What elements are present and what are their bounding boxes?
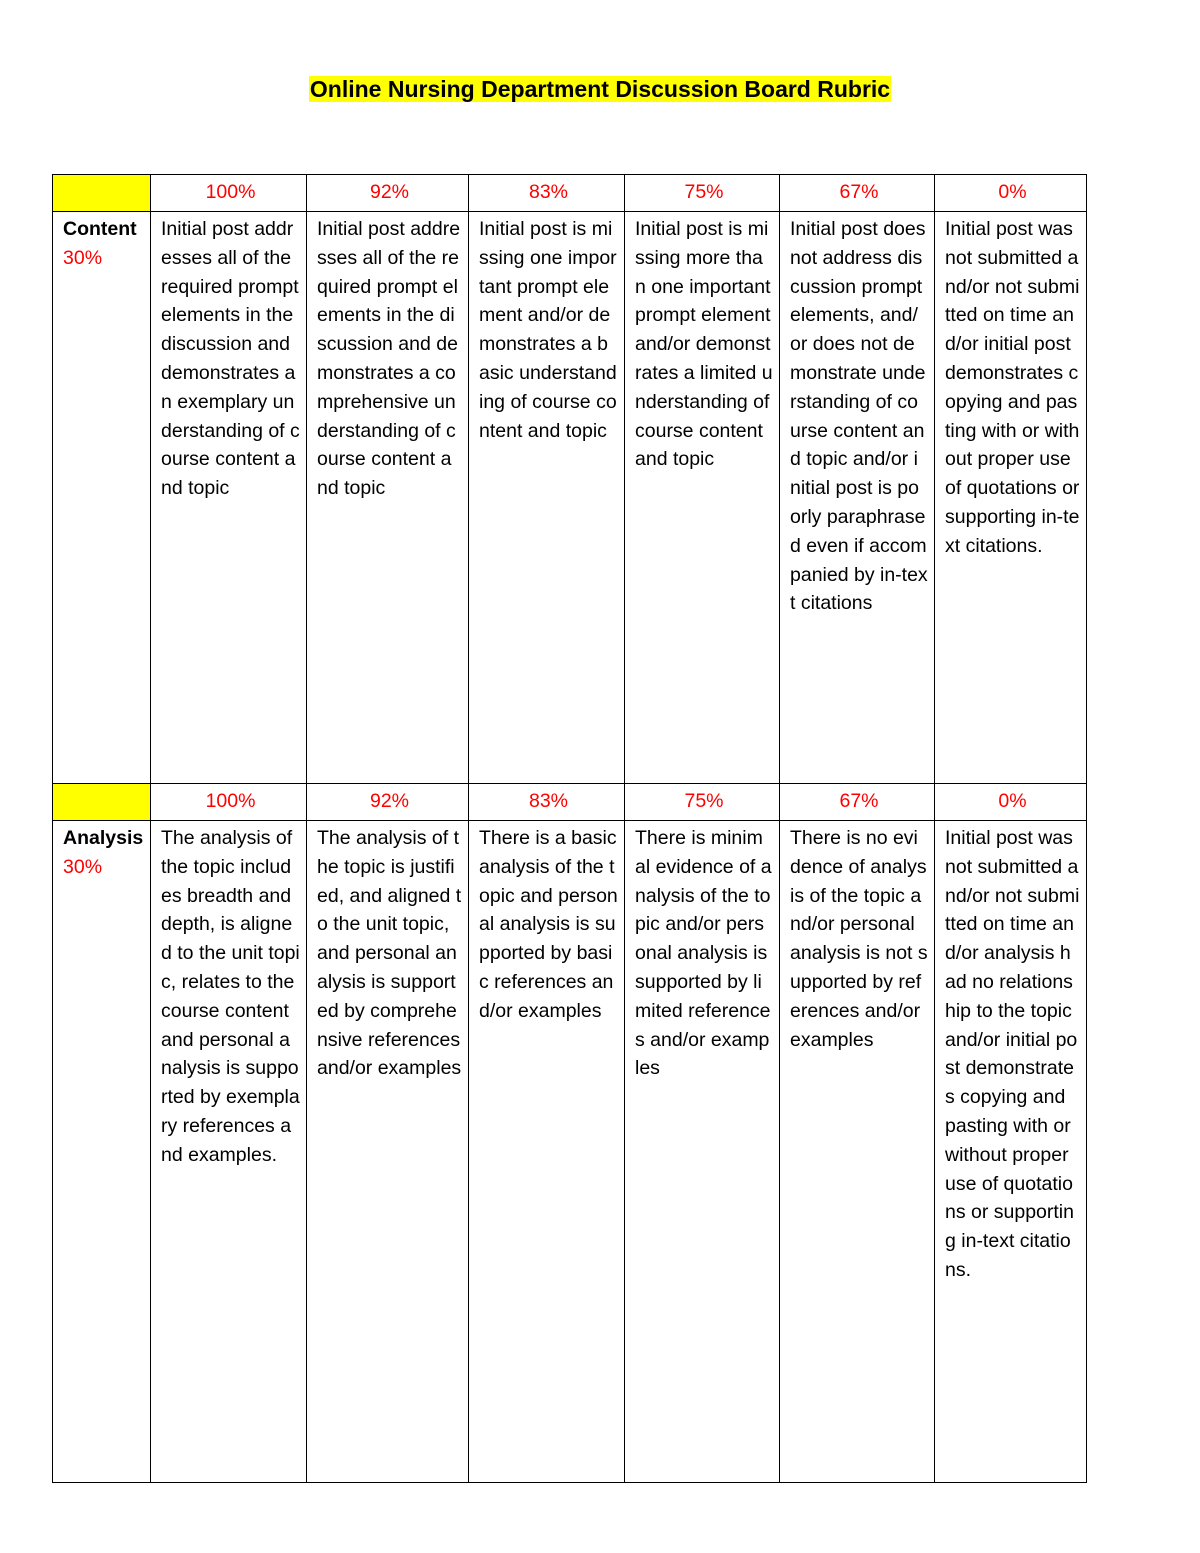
level-description: Initial post was not submitted and/or not submitted on time and/or initial post demonstrates copying and pasting with or without proper use of quotations or supporting in-text citations. xyxy=(935,212,1087,784)
score-level-header: 83% xyxy=(469,175,625,212)
score-level-header: 75% xyxy=(625,784,780,821)
page-title xyxy=(0,74,1200,104)
level-description: Initial post was not submitted and/or not submitted on time and/or analysis had no relationship to the topic and/or initial post demonstrates copying and pasting with or without proper use of quotations or supporting in-text citations. xyxy=(935,821,1087,1483)
score-level-header: 0% xyxy=(935,784,1087,821)
criterion-weight: 30% xyxy=(63,246,103,269)
score-level-header: 100% xyxy=(151,784,307,821)
analysis-score-header-row xyxy=(53,784,1087,821)
corner-cell xyxy=(53,784,151,821)
criterion-row-analysis xyxy=(53,821,1087,1483)
level-description: Initial post addresses all of the required prompt elements in the discussion and demonstrates a comprehensive understanding of course content and topic xyxy=(307,212,469,784)
level-description: Initial post does not address discussion prompt elements, and/or does not demonstrate understanding of course content and topic and/or initial post is poorly paraphrased even if accompanied by in-text citations xyxy=(780,212,935,784)
score-level-header: 67% xyxy=(780,175,935,212)
score-level-header: 92% xyxy=(307,784,469,821)
level-description: Initial post addresses all of the required prompt elements in the discussion and demonstrates an exemplary understanding of course content and topic xyxy=(151,212,307,784)
content-score-header-row xyxy=(53,175,1087,212)
score-level-header: 92% xyxy=(307,175,469,212)
score-level-header: 75% xyxy=(625,175,780,212)
criterion-label xyxy=(53,212,151,784)
score-level-header: 67% xyxy=(780,784,935,821)
criterion-weight: 30% xyxy=(63,855,103,878)
level-description: There is minimal evidence of analysis of the topic and/or personal analysis is supported by limited references and/or examples xyxy=(625,821,780,1483)
score-level-header: 100% xyxy=(151,175,307,212)
score-level-header: 0% xyxy=(935,175,1087,212)
corner-cell xyxy=(53,175,151,212)
score-level-header: 83% xyxy=(469,784,625,821)
level-description: The analysis of the topic includes breadth and depth, is aligned to the unit topic, relates to the course content and personal analysis is supported by exemplary references and examples. xyxy=(151,821,307,1483)
level-description: There is no evidence of analysis of the topic and/or personal analysis is not supported by references and/or examples xyxy=(780,821,935,1483)
criterion-name: Analysis xyxy=(63,827,144,849)
level-description: There is a basic analysis of the topic and personal analysis is supported by basic references and/or examples xyxy=(469,821,625,1483)
page-title-text: Online Nursing Department Discussion Board Rubric xyxy=(309,76,891,102)
level-description: The analysis of the topic is justified, and aligned to the unit topic, and personal analysis is supported by comprehensive references and/or examples xyxy=(307,821,469,1483)
level-description: Initial post is missing one important prompt element and/or demonstrates a basic understanding of course content and topic xyxy=(469,212,625,784)
level-description: Initial post is missing more than one important prompt element and/or demonstrates a limited understanding of course content and topic xyxy=(625,212,780,784)
criterion-row-content xyxy=(53,212,1087,784)
criterion-label xyxy=(53,821,151,1483)
criterion-name: Content xyxy=(63,218,137,240)
rubric-table xyxy=(52,174,1087,1483)
